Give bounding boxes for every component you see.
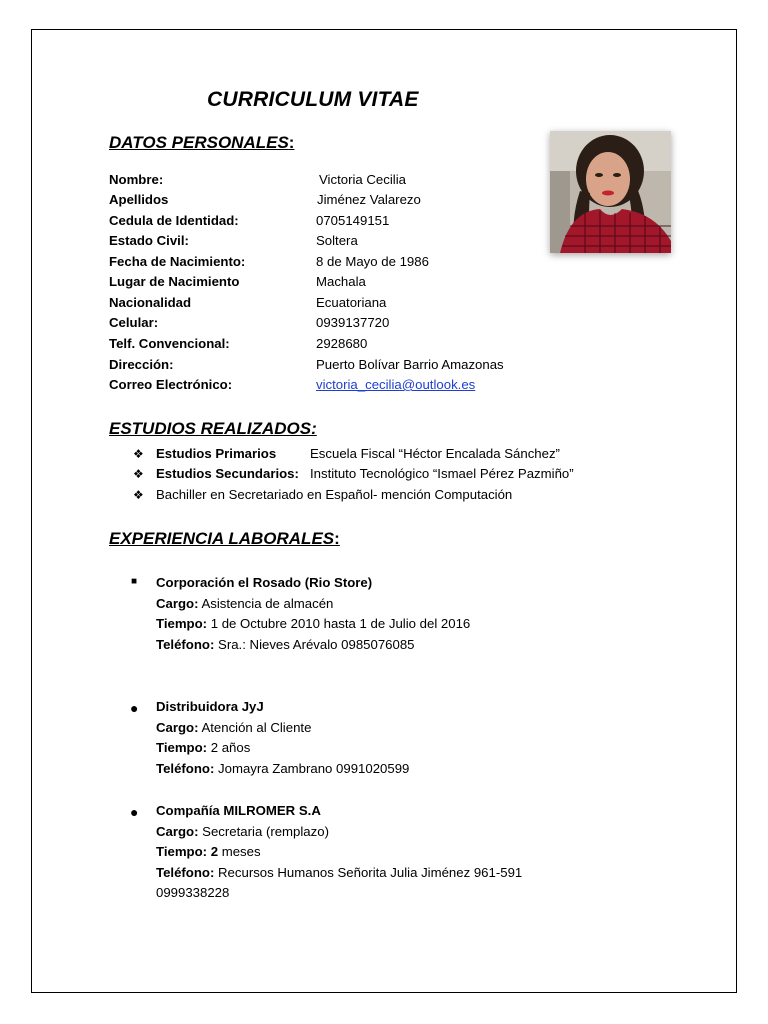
personal-label: Estado Civil: [109, 233, 189, 248]
personal-row-correo [109, 375, 629, 395]
job-company: Compañía MILROMER S.A [156, 803, 321, 818]
personal-value: 2928680 [316, 336, 368, 351]
education-value: Escuela Fiscal “Héctor Encalada Sánchez” [310, 446, 560, 461]
education-label: Estudios Secundarios: [156, 466, 299, 481]
job-cargo: Asistencia de almacén [201, 595, 334, 611]
job-tiempo: 2 años [210, 740, 251, 755]
personal-value: Puerto Bolívar Barrio Amazonas [316, 357, 504, 372]
education-item [133, 444, 693, 464]
section-experience-colon: : [334, 529, 340, 548]
job-entry [156, 573, 696, 655]
personal-row-direccion [109, 355, 629, 375]
personal-value: Ecuatoriana [316, 295, 387, 310]
personal-row-lugar-nacimiento [109, 272, 629, 292]
personal-label: Celular: [109, 315, 159, 330]
diamond-bullet-icon: ❖ [133, 488, 144, 502]
personal-value: Soltera [316, 233, 358, 248]
job-telefono-label: Teléfono: [156, 760, 215, 776]
personal-label: Nombre: [109, 172, 164, 187]
personal-row-nacionalidad [109, 293, 629, 313]
personal-row-celular [109, 313, 629, 333]
job-company: Corporación el Rosado (Rio Store) [156, 575, 373, 590]
section-experience-title: EXPERIENCIA LABORALES [109, 529, 335, 548]
document-title: CURRICULUM VITAE [207, 88, 419, 111]
personal-label: Dirección: [109, 357, 174, 372]
job-tiempo-label: Tiempo: [156, 844, 208, 859]
job-cargo: Atención al Cliente [201, 719, 312, 735]
job-tiempo-label: Tiempo: [156, 616, 208, 631]
personal-value: 0939137720 [316, 315, 390, 330]
education-label: Estudios Primarios [156, 446, 277, 461]
job-company: Distribuidora JyJ [156, 699, 264, 714]
job-cargo-label: Cargo: [156, 823, 199, 839]
personal-label: Nacionalidad [109, 295, 192, 310]
personal-row-telf-convencional [109, 334, 629, 354]
education-item [133, 485, 693, 505]
job-telefono: Sra.: Nieves Arévalo 0985076085 [218, 636, 415, 652]
job-telefono: Jomayra Zambrano 0991020599 [218, 760, 410, 776]
job-tiempo: 1 de Octubre 2010 hasta 1 de Julio del 2016 [210, 616, 471, 631]
section-experience [109, 529, 340, 549]
job-entry [156, 697, 696, 779]
job-cargo: Secretaria (remplazo) [202, 823, 329, 839]
section-education-title: ESTUDIOS REALIZADOS: [109, 419, 317, 438]
job-cargo-label: Cargo: [156, 719, 199, 735]
job-tiempo-label: Tiempo: [156, 740, 208, 755]
section-personal-data [109, 133, 294, 153]
personal-label: Lugar de Nacimiento [109, 274, 240, 289]
diamond-bullet-icon: ❖ [133, 467, 144, 481]
square-bullet-icon: ■ [131, 576, 138, 587]
job-cargo-label: Cargo: [156, 595, 199, 611]
job-entry [156, 801, 696, 904]
education-value: Instituto Tecnológico “Ismael Pérez Pazmiño” [310, 466, 574, 481]
personal-value: Jiménez Valarezo [317, 192, 421, 207]
personal-row-cedula [109, 211, 629, 231]
diamond-bullet-icon: ❖ [133, 447, 144, 461]
personal-value: 8 de Mayo de 1986 [316, 254, 429, 269]
section-personal-colon: : [288, 133, 295, 152]
job-telefono-label: Teléfono: [156, 636, 215, 652]
job-telefono-label: Teléfono: [156, 864, 215, 880]
job-tiempo-number: 2 [210, 844, 219, 859]
job-telefono-continued: 0999338228 [156, 885, 230, 900]
personal-label: Fecha de Nacimiento: [109, 254, 246, 269]
round-bullet-icon: ● [130, 700, 139, 716]
education-text: Bachiller en Secretariado en Español- mención Computación [156, 487, 513, 502]
personal-label: Cedula de Identidad: [109, 213, 239, 228]
personal-label: Correo Electrónico: [109, 377, 233, 392]
personal-value: Machala [316, 274, 366, 289]
job-telefono: Recursos Humanos Señorita Julia Jiménez 961-591 [218, 864, 523, 880]
education-item [133, 464, 693, 484]
personal-label: Telf. Convencional: [109, 336, 230, 351]
email-link[interactable]: victoria_cecilia@outlook.es [316, 377, 476, 392]
personal-row-fecha-nacimiento [109, 252, 629, 272]
personal-value: 0705149151 [316, 213, 390, 228]
section-personal-title: DATOS PERSONALES [109, 133, 289, 152]
personal-value: Victoria Cecilia [319, 172, 406, 187]
round-bullet-icon: ● [130, 804, 139, 820]
personal-row-nombre [109, 170, 629, 190]
personal-label: Apellidos [109, 192, 169, 207]
personal-row-estado-civil [109, 231, 629, 251]
personal-row-apellidos [109, 190, 629, 210]
job-tiempo: meses [218, 844, 261, 859]
